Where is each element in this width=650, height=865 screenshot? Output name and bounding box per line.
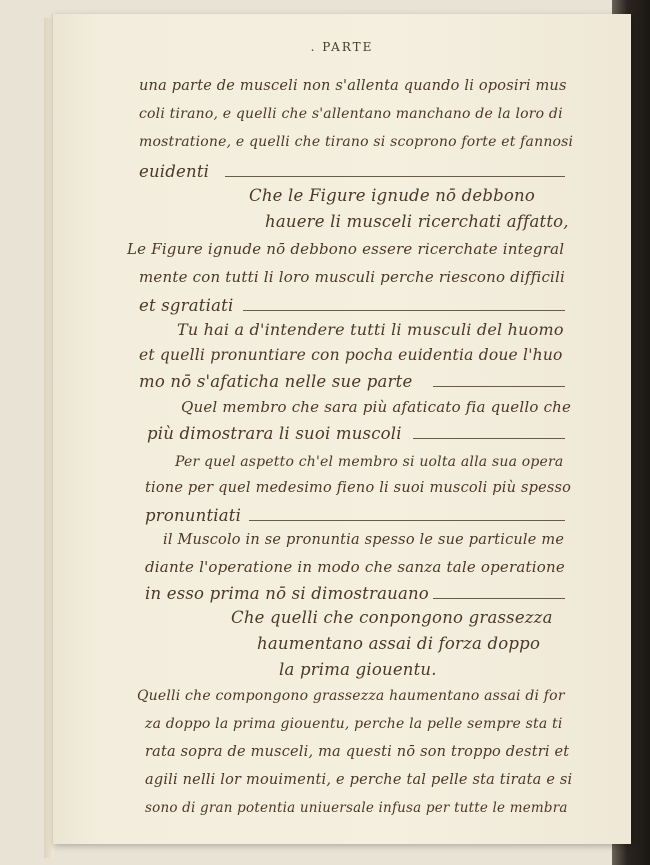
text-line: rata sopra de musceli, ma questi nō son troppo destri et: [145, 744, 570, 760]
section-heading: haumentano assai di forza doppo: [257, 634, 541, 653]
text-line: agili nelli lor mouimenti, e perche tal pelle sta tirata e si: [145, 772, 573, 788]
text-line: Per quel aspetto ch'el membro si uolta alla sua opera: [175, 454, 564, 470]
text-line: euidenti: [139, 162, 210, 181]
text-line: Tu hai a d'intendere tutti li musculi del huomo: [177, 320, 564, 339]
text-line: Quel membro che sara più afaticato fia quello che: [181, 398, 572, 416]
line-filler-rule: [243, 310, 565, 311]
manuscript-page: [52, 14, 631, 844]
text-line: et quelli pronuntiare con pocha euidentia doue l'huo: [139, 346, 563, 364]
section-heading: Che le Figure ignude nō debbono: [249, 186, 535, 205]
text-line: Le Figure ignude nō debbono essere ricerchate integral: [127, 240, 565, 258]
text-line: mo nō s'afaticha nelle sue parte: [139, 372, 413, 391]
line-filler-rule: [225, 176, 565, 177]
text-line: diante l'operatione in modo che sanza tale operatione: [145, 558, 565, 576]
text-line: il Muscolo in se pronuntia spesso le sue particule me: [163, 532, 565, 548]
text-line: tione per quel medesimo fieno li suoi muscoli più spesso: [145, 480, 572, 496]
line-filler-rule: [433, 598, 565, 599]
text-line: Quelli che compongono grassezza haumentano assai di for: [137, 688, 565, 704]
section-heading: Che quelli che conpongono grassezza: [231, 608, 553, 627]
text-line: sono di gran potentia uniuersale infusa per tutte le membra: [145, 800, 568, 816]
line-filler-rule: [249, 520, 565, 521]
text-line: una parte de musceli non s'allenta quando li oposiri mus: [139, 78, 567, 94]
page-header: . PARTE: [310, 40, 374, 54]
text-line: mente con tutti li loro musculi perche riescono difficili: [139, 268, 566, 286]
section-heading: la prima giouentu.: [279, 660, 437, 679]
section-heading: hauere li musceli ricerchati affatto,: [265, 212, 569, 231]
text-line: za doppo la prima giouentu, perche la pelle sempre sta ti: [145, 716, 563, 732]
line-filler-rule: [413, 438, 565, 439]
text-line: più dimostrara li suoi muscoli: [147, 424, 402, 443]
text-line: coli tirano, e quelli che s'allentano manchano de la loro di: [139, 106, 563, 122]
text-line: et sgratiati: [139, 296, 234, 315]
text-line: mostratione, e quelli che tirano si scoprono forte et fannosi: [139, 134, 574, 150]
text-line: pronuntiati: [145, 506, 242, 525]
line-filler-rule: [433, 386, 565, 387]
text-line: in esso prima nō si dimostrauano: [145, 584, 429, 603]
